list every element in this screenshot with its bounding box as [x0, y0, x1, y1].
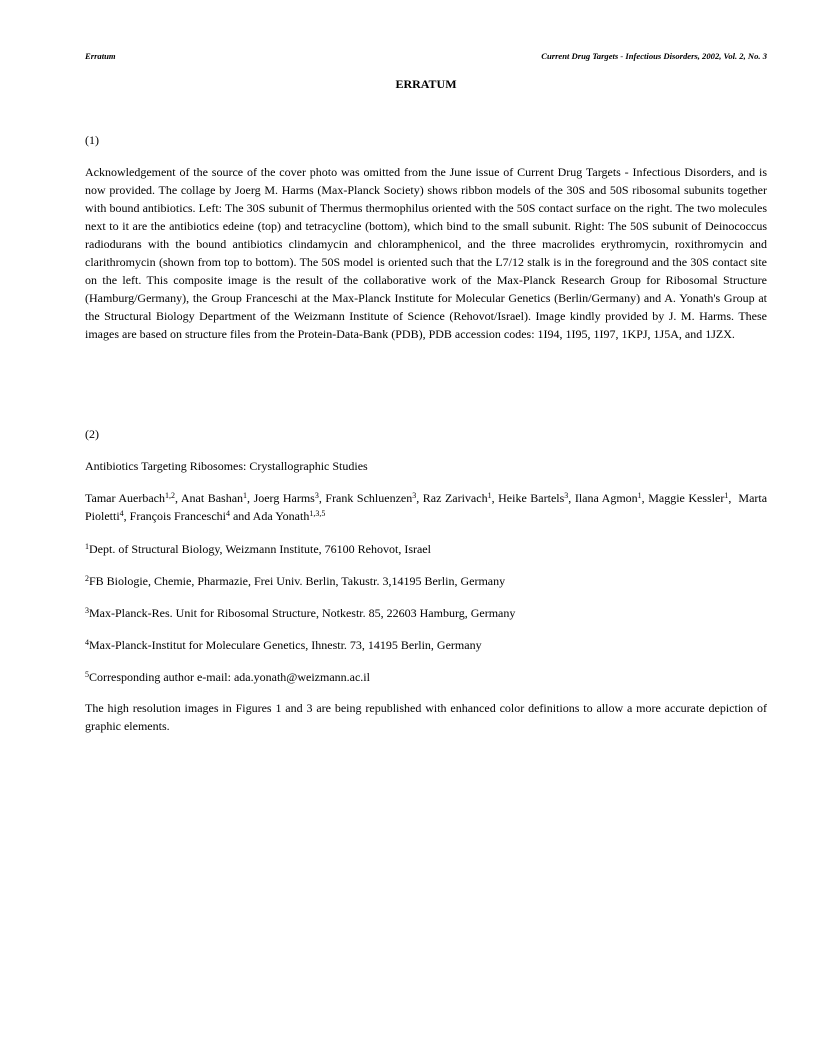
- affiliation-text: Max-Planck-Institut for Moleculare Genetics, Ihnestr. 73, 14195 Berlin, Germany: [89, 638, 482, 652]
- author-name: Joerg Harms: [253, 491, 315, 505]
- affiliation: [85, 540, 767, 558]
- affiliation-text: FB Biologie, Chemie, Pharmazie, Frei Univ. Berlin, Takustr. 3,14195 Berlin, Germany: [89, 574, 506, 588]
- author-affiliation-marker: 3: [314, 491, 319, 500]
- author-affiliation-marker: 1,2: [164, 491, 175, 500]
- author-affiliation-marker: 1: [724, 491, 729, 500]
- affiliation: [85, 572, 767, 590]
- author-affiliation-marker: 1: [637, 491, 642, 500]
- author-separator: and: [229, 509, 253, 523]
- affiliation-list: [85, 540, 767, 700]
- author-name: Marta Pioletti: [85, 491, 768, 523]
- page-title: ERRATUM: [395, 77, 457, 91]
- author-name: Ada Yonath: [252, 509, 310, 523]
- author-affiliation-marker: 3: [412, 491, 417, 500]
- section-2-number: (2): [85, 427, 99, 441]
- affiliation: [85, 668, 767, 686]
- author-affiliation-marker: 3: [564, 491, 569, 500]
- affiliation-text: Dept. of Structural Biology, Weizmann Institute, 76100 Rehovot, Israel: [89, 542, 431, 556]
- running-head-right: Current Drug Targets - Infectious Disorders, 2002, Vol. 2, No. 3: [541, 51, 767, 61]
- affiliation-number: 3: [85, 606, 89, 615]
- author-name: Tamar Auerbach: [85, 491, 165, 505]
- author-separator: ,: [641, 491, 649, 505]
- affiliation-number: 2: [85, 574, 89, 583]
- affiliation-number: 1: [85, 542, 89, 551]
- author-list: [85, 489, 767, 525]
- affiliation-number: 5: [85, 670, 89, 679]
- affiliation-text: Max-Planck-Res. Unit for Ribosomal Structure, Notkestr. 85, 22603 Hamburg, Germany: [89, 606, 516, 620]
- author-separator: ,: [491, 491, 499, 505]
- affiliation: [85, 604, 767, 622]
- author-name: Anat Bashan: [180, 491, 244, 505]
- author-separator: ,: [174, 491, 181, 505]
- author-name: Ilana Agmon: [574, 491, 638, 505]
- author-name: Raz Zarivach: [422, 491, 488, 505]
- section-1-paragraph: Acknowledgement of the source of the cover photo was omitted from the June issue of Current Drug Targets - Infectious Disorders, and is now provided. The collage by Joerg M. Harms (Max-Planck Society) shows ribbon models of the 30S and 50S ribosomal subunits together with bound antibiotics. Left: The 30S subunit of Thermus thermophilus oriented with the 50S contact surface on the right. The two molecules next to it are the antibiotics edeine (top) and tetracycline (bottom), which bind to the small subunit. Right: The 50S subunit of Deinococcus radiodurans with the bound antibiotics clindamycin and chloramphenicol, and the three macrolides erythromycin, roxithromycin and clarithromycin (shown from top to bottom). The 50S model is oriented such that the L7/12 stalk is in the foreground and the 30S contact site on the left. This composite image is the result of the collaborative work of the Max-Planck Research Group for Ribosomal Structure (Hamburg/Germany), the Group Franceschi at the Max-Planck Institute for Molecular Genetics (Berlin/Germany) and A. Yonath's Group at the Structural Biology Department of the Weizmann Institute of Science (Rehovot/Israel). Image kindly provided by J. M. Harms. These images are based on structure files from the Protein-Data-Bank (PDB), PDB accession codes: 1I94, 1I95, 1I97, 1KPJ, 1J5A, and 1JZX.: [85, 165, 767, 341]
- author-name: Maggie Kessler: [648, 491, 725, 505]
- author-affiliation-marker: 1,3,5: [309, 509, 326, 518]
- section-1-number: (1): [85, 133, 99, 147]
- affiliation-number: 4: [85, 638, 89, 647]
- author-separator: ,: [728, 491, 739, 505]
- affiliation: [85, 636, 767, 654]
- author-name: François Franceschi: [129, 509, 226, 523]
- running-head: [85, 51, 767, 61]
- affiliation-text: Corresponding author e-mail: ada.yonath@weizmann.ac.il: [89, 670, 370, 684]
- author-separator: ,: [318, 491, 326, 505]
- author-separator: ,: [568, 491, 575, 505]
- author-name: Heike Bartels: [498, 491, 565, 505]
- author-affiliation-marker: 1: [243, 491, 248, 500]
- article-title: Antibiotics Targeting Ribosomes: Crystallographic Studies: [85, 459, 368, 473]
- closing-note: The high resolution images in Figures 1 and 3 are being republished with enhanced color definitions to allow a more accurate depiction of graphic elements.: [85, 701, 767, 733]
- author-affiliation-marker: 4: [119, 509, 124, 518]
- author-separator: ,: [123, 509, 130, 523]
- author-separator: ,: [247, 491, 254, 505]
- running-head-left: Erratum: [85, 51, 116, 61]
- author-separator: ,: [416, 491, 423, 505]
- author-affiliation-marker: 1: [487, 491, 492, 500]
- author-affiliation-marker: 4: [225, 509, 230, 518]
- author-name: Frank Schluenzen: [325, 491, 413, 505]
